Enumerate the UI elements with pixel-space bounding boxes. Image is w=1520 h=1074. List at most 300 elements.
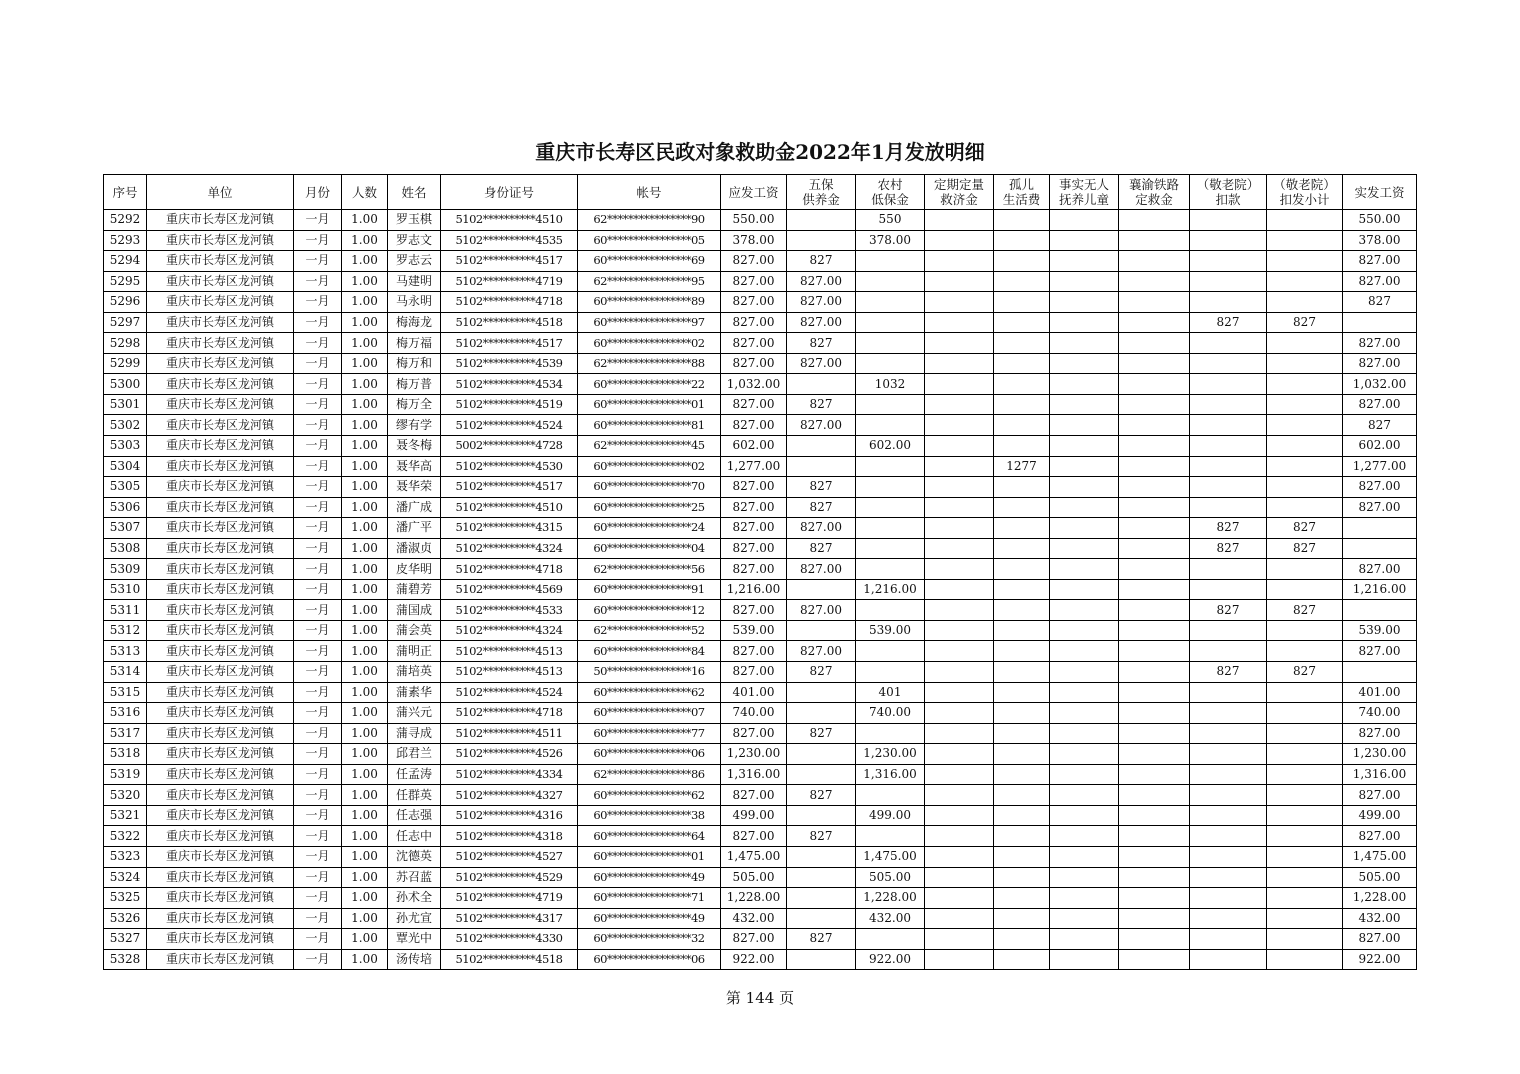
table-cell: 827 — [787, 394, 856, 415]
table-cell — [1050, 703, 1119, 724]
table-cell — [1119, 641, 1190, 662]
table-cell: 一月 — [294, 436, 342, 457]
table-cell — [1119, 805, 1190, 826]
table-cell: 一月 — [294, 477, 342, 498]
table-cell — [856, 538, 925, 559]
table-cell — [1050, 353, 1119, 374]
table-cell: 740.00 — [1343, 703, 1417, 724]
table-cell: 60****************06 — [578, 949, 721, 970]
table-cell: 827.00 — [721, 251, 787, 272]
table-cell: 1.00 — [342, 703, 388, 724]
table-cell: 827.00 — [721, 497, 787, 518]
table-cell — [994, 703, 1050, 724]
table-cell: 539.00 — [856, 620, 925, 641]
table-cell: 重庆市长寿区龙河镇 — [147, 559, 294, 580]
table-cell: 740.00 — [856, 703, 925, 724]
table-cell — [1190, 436, 1267, 457]
table-cell: 1,475.00 — [856, 846, 925, 867]
table-cell — [1050, 682, 1119, 703]
table-cell — [1050, 785, 1119, 806]
table-cell — [994, 477, 1050, 498]
table-cell: 5102**********4534 — [441, 374, 578, 395]
table-cell: 5102**********4517 — [441, 251, 578, 272]
table-cell: 1,475.00 — [721, 846, 787, 867]
table-cell: 1.00 — [342, 333, 388, 354]
table-cell — [1190, 415, 1267, 436]
table-cell — [925, 620, 994, 641]
table-cell — [1190, 949, 1267, 970]
table-cell: 5102**********4524 — [441, 682, 578, 703]
table-cell — [925, 415, 994, 436]
table-cell: 602.00 — [1343, 436, 1417, 457]
table-cell: 重庆市长寿区龙河镇 — [147, 251, 294, 272]
table-cell — [994, 805, 1050, 826]
table-cell — [1050, 394, 1119, 415]
table-row — [104, 271, 1417, 292]
table-cell — [1267, 805, 1343, 826]
table-cell: 5296 — [104, 292, 147, 313]
table-cell: 重庆市长寿区龙河镇 — [147, 518, 294, 539]
table-cell: 皮华明 — [388, 559, 441, 580]
table-cell — [994, 497, 1050, 518]
table-cell: 一月 — [294, 312, 342, 333]
table-cell: 5102**********4539 — [441, 353, 578, 374]
table-cell — [1050, 867, 1119, 888]
table-cell — [1267, 456, 1343, 477]
table-row — [104, 703, 1417, 724]
table-cell: 827.00 — [1343, 641, 1417, 662]
table-cell: 505.00 — [856, 867, 925, 888]
table-cell: 432.00 — [856, 908, 925, 929]
table-cell — [1267, 949, 1343, 970]
table-row — [104, 374, 1417, 395]
table-cell — [856, 333, 925, 354]
table-cell: 827 — [1190, 662, 1267, 683]
table-cell — [1343, 538, 1417, 559]
table-cell — [1267, 703, 1343, 724]
table-cell — [856, 929, 925, 950]
table-cell: 922.00 — [1343, 949, 1417, 970]
table-cell — [1119, 846, 1190, 867]
table-cell: 1,216.00 — [1343, 579, 1417, 600]
table-row — [104, 908, 1417, 929]
table-cell: 62****************90 — [578, 210, 721, 231]
table-row — [104, 559, 1417, 580]
table-cell: 60****************25 — [578, 497, 721, 518]
table-row — [104, 497, 1417, 518]
table-cell: 1.00 — [342, 353, 388, 374]
table-cell: 重庆市长寿区龙河镇 — [147, 538, 294, 559]
table-cell: 重庆市长寿区龙河镇 — [147, 641, 294, 662]
table-cell: 一月 — [294, 929, 342, 950]
table-cell: 827.00 — [721, 826, 787, 847]
table-cell: 1.00 — [342, 394, 388, 415]
table-cell: 5102**********4529 — [441, 867, 578, 888]
table-cell: 一月 — [294, 723, 342, 744]
table-cell — [994, 949, 1050, 970]
table-cell: 1,475.00 — [1343, 846, 1417, 867]
table-cell: 5102**********4719 — [441, 888, 578, 909]
table-cell: 1.00 — [342, 579, 388, 600]
table-cell — [1267, 682, 1343, 703]
table-cell: 5102**********4510 — [441, 497, 578, 518]
table-cell: 1.00 — [342, 826, 388, 847]
table-cell: 5102**********4524 — [441, 415, 578, 436]
table-cell: 827 — [787, 723, 856, 744]
table-cell — [1119, 559, 1190, 580]
table-cell — [787, 210, 856, 231]
table-row — [104, 744, 1417, 765]
table-cell: 827.00 — [1343, 353, 1417, 374]
table-cell: 378.00 — [721, 230, 787, 251]
column-header: 定期定量 救济金 — [925, 175, 994, 210]
table-cell: 827.00 — [721, 518, 787, 539]
table-cell: 5102**********4327 — [441, 785, 578, 806]
table-row — [104, 620, 1417, 641]
table-cell: 827.00 — [721, 271, 787, 292]
table-cell — [1050, 415, 1119, 436]
table-row — [104, 579, 1417, 600]
table-row — [104, 538, 1417, 559]
table-cell: 499.00 — [856, 805, 925, 826]
table-cell: 827.00 — [721, 415, 787, 436]
table-body — [104, 210, 1417, 970]
table-cell: 5326 — [104, 908, 147, 929]
table-cell — [994, 744, 1050, 765]
table-cell: 重庆市长寿区龙河镇 — [147, 682, 294, 703]
table-cell — [856, 518, 925, 539]
table-cell: 1,228.00 — [1343, 888, 1417, 909]
table-cell — [1190, 908, 1267, 929]
table-cell — [1119, 477, 1190, 498]
table-cell: 重庆市长寿区龙河镇 — [147, 600, 294, 621]
table-cell: 1.00 — [342, 518, 388, 539]
table-cell — [1267, 846, 1343, 867]
table-cell — [1119, 333, 1190, 354]
column-header: （敬老院） 扣款 — [1190, 175, 1267, 210]
table-cell — [1050, 230, 1119, 251]
table-cell — [925, 353, 994, 374]
table-cell — [1119, 764, 1190, 785]
table-cell: 重庆市长寿区龙河镇 — [147, 888, 294, 909]
table-cell: 5303 — [104, 436, 147, 457]
table-cell: 827 — [787, 251, 856, 272]
table-cell — [925, 312, 994, 333]
table-cell: 1.00 — [342, 641, 388, 662]
table-cell: 罗志文 — [388, 230, 441, 251]
table-cell: 任孟涛 — [388, 764, 441, 785]
table-cell — [925, 559, 994, 580]
table-cell — [925, 785, 994, 806]
table-cell: 蒲素华 — [388, 682, 441, 703]
table-cell: 一月 — [294, 764, 342, 785]
table-cell — [1343, 600, 1417, 621]
table-cell — [1050, 538, 1119, 559]
table-cell — [1050, 662, 1119, 683]
table-cell — [994, 908, 1050, 929]
table-cell: 重庆市长寿区龙河镇 — [147, 415, 294, 436]
table-cell — [1190, 620, 1267, 641]
table-cell: 1.00 — [342, 723, 388, 744]
table-cell — [1050, 949, 1119, 970]
table-cell: 827.00 — [721, 394, 787, 415]
table-cell — [925, 682, 994, 703]
table-cell — [925, 662, 994, 683]
table-cell — [1190, 333, 1267, 354]
table-cell — [856, 477, 925, 498]
table-row — [104, 415, 1417, 436]
table-cell — [1190, 579, 1267, 600]
table-cell: 1.00 — [342, 271, 388, 292]
table-cell — [787, 764, 856, 785]
table-cell: 重庆市长寿区龙河镇 — [147, 477, 294, 498]
table-cell: 5325 — [104, 888, 147, 909]
table-cell — [925, 210, 994, 231]
table-cell — [1119, 929, 1190, 950]
table-cell: 827 — [787, 333, 856, 354]
table-cell: 5312 — [104, 620, 147, 641]
table-cell: 827.00 — [721, 333, 787, 354]
table-cell: 汤传培 — [388, 949, 441, 970]
table-cell: 重庆市长寿区龙河镇 — [147, 867, 294, 888]
column-header: 身份证号 — [441, 175, 578, 210]
table-cell: 孙术全 — [388, 888, 441, 909]
table-cell: 一月 — [294, 888, 342, 909]
table-cell — [1267, 230, 1343, 251]
table-cell: 重庆市长寿区龙河镇 — [147, 456, 294, 477]
table-cell: 60****************49 — [578, 867, 721, 888]
table-cell: 1,032.00 — [721, 374, 787, 395]
table-cell: 5304 — [104, 456, 147, 477]
table-cell: 827.00 — [721, 477, 787, 498]
table-cell — [1190, 353, 1267, 374]
table-cell: 蒲碧芳 — [388, 579, 441, 600]
table-cell: 蒲明正 — [388, 641, 441, 662]
table-cell — [1119, 888, 1190, 909]
table-cell — [994, 333, 1050, 354]
table-cell — [925, 764, 994, 785]
table-cell — [1050, 559, 1119, 580]
table-cell: 62****************52 — [578, 620, 721, 641]
table-cell: 1.00 — [342, 251, 388, 272]
table-cell — [1050, 764, 1119, 785]
table-cell: 827.00 — [721, 929, 787, 950]
table-row — [104, 333, 1417, 354]
table-cell — [925, 641, 994, 662]
table-cell: 505.00 — [721, 867, 787, 888]
table-cell — [1119, 723, 1190, 744]
column-header: 帐号 — [578, 175, 721, 210]
table-cell — [1343, 662, 1417, 683]
table-cell: 602.00 — [721, 436, 787, 457]
table-cell: 827.00 — [721, 312, 787, 333]
column-header: 襄渝铁路 定救金 — [1119, 175, 1190, 210]
column-header: 序号 — [104, 175, 147, 210]
table-cell — [1119, 579, 1190, 600]
table-cell: 827 — [787, 929, 856, 950]
table-cell: 827 — [1267, 538, 1343, 559]
table-cell — [1050, 641, 1119, 662]
table-cell: 827 — [787, 497, 856, 518]
table-cell — [1267, 477, 1343, 498]
table-cell: 5315 — [104, 682, 147, 703]
table-cell: 5102**********4533 — [441, 600, 578, 621]
table-cell: 1.00 — [342, 456, 388, 477]
table-cell — [856, 415, 925, 436]
table-cell — [1119, 826, 1190, 847]
table-row — [104, 949, 1417, 970]
table-cell: 550.00 — [721, 210, 787, 231]
table-cell: 重庆市长寿区龙河镇 — [147, 579, 294, 600]
table-cell: 5327 — [104, 929, 147, 950]
table-cell: 1.00 — [342, 374, 388, 395]
column-header: 月份 — [294, 175, 342, 210]
table-cell: 重庆市长寿区龙河镇 — [147, 620, 294, 641]
table-cell: 401 — [856, 682, 925, 703]
table-cell: 827.00 — [721, 641, 787, 662]
table-cell — [925, 867, 994, 888]
table-cell: 539.00 — [721, 620, 787, 641]
table-row — [104, 251, 1417, 272]
table-cell — [1050, 579, 1119, 600]
table-cell: 827.00 — [721, 662, 787, 683]
table-row — [104, 764, 1417, 785]
table-cell: 827.00 — [721, 785, 787, 806]
table-cell — [1267, 210, 1343, 231]
table-cell — [925, 888, 994, 909]
table-cell: 5102**********4330 — [441, 929, 578, 950]
table-cell: 1.00 — [342, 210, 388, 231]
table-cell: 827.00 — [1343, 394, 1417, 415]
table-cell — [994, 518, 1050, 539]
table-cell: 5310 — [104, 579, 147, 600]
table-row — [104, 518, 1417, 539]
table-cell — [1119, 538, 1190, 559]
table-cell — [1119, 312, 1190, 333]
table-cell: 一月 — [294, 744, 342, 765]
table-cell — [787, 703, 856, 724]
table-row — [104, 312, 1417, 333]
table-cell: 5316 — [104, 703, 147, 724]
table-cell: 922.00 — [721, 949, 787, 970]
table-cell: 梅海龙 — [388, 312, 441, 333]
table-cell: 1032 — [856, 374, 925, 395]
table-cell: 1.00 — [342, 415, 388, 436]
table-cell: 一月 — [294, 846, 342, 867]
table-cell — [787, 744, 856, 765]
table-cell: 60****************38 — [578, 805, 721, 826]
table-cell — [787, 456, 856, 477]
table-cell — [1267, 929, 1343, 950]
table-cell — [925, 518, 994, 539]
table-cell — [1267, 292, 1343, 313]
table-cell: 5317 — [104, 723, 147, 744]
table-cell — [994, 579, 1050, 600]
table-cell: 827.00 — [721, 292, 787, 313]
table-cell: 5102**********4324 — [441, 538, 578, 559]
table-cell: 827 — [1190, 600, 1267, 621]
table-cell: 5102**********4718 — [441, 292, 578, 313]
table-cell: 5102**********4318 — [441, 826, 578, 847]
table-cell — [1190, 785, 1267, 806]
table-cell — [925, 929, 994, 950]
table-row — [104, 682, 1417, 703]
table-row — [104, 888, 1417, 909]
table-cell: 60****************89 — [578, 292, 721, 313]
table-cell: 5324 — [104, 867, 147, 888]
table-cell — [925, 271, 994, 292]
table-cell: 1.00 — [342, 600, 388, 621]
table-cell: 5319 — [104, 764, 147, 785]
table-cell — [994, 929, 1050, 950]
table-cell — [1119, 744, 1190, 765]
table-cell — [1267, 374, 1343, 395]
table-cell: 1.00 — [342, 744, 388, 765]
table-cell — [1119, 497, 1190, 518]
table-cell — [925, 456, 994, 477]
table-cell — [925, 908, 994, 929]
column-header: 单位 — [147, 175, 294, 210]
table-cell — [787, 230, 856, 251]
table-cell — [1190, 929, 1267, 950]
table-cell: 827.00 — [1343, 333, 1417, 354]
table-cell: 1.00 — [342, 230, 388, 251]
table-cell — [1119, 600, 1190, 621]
table-cell — [1050, 518, 1119, 539]
table-cell — [925, 744, 994, 765]
table-cell — [1050, 292, 1119, 313]
table-cell — [1267, 415, 1343, 436]
table-cell: 一月 — [294, 518, 342, 539]
table-cell: 827 — [1267, 312, 1343, 333]
table-cell: 60****************04 — [578, 538, 721, 559]
table-cell — [1119, 662, 1190, 683]
table-cell: 任群英 — [388, 785, 441, 806]
column-header: 农村 低保金 — [856, 175, 925, 210]
table-cell: 重庆市长寿区龙河镇 — [147, 210, 294, 231]
table-cell: 潘广平 — [388, 518, 441, 539]
table-cell — [1050, 497, 1119, 518]
table-cell: 827 — [1343, 415, 1417, 436]
table-row — [104, 826, 1417, 847]
table-cell: 一月 — [294, 559, 342, 580]
table-cell: 5102**********4324 — [441, 620, 578, 641]
table-cell: 827.00 — [787, 641, 856, 662]
table-cell — [994, 436, 1050, 457]
table-cell: 60****************69 — [578, 251, 721, 272]
table-cell: 5308 — [104, 538, 147, 559]
table-cell — [1190, 292, 1267, 313]
table-cell — [1190, 497, 1267, 518]
table-cell — [1050, 600, 1119, 621]
table-cell: 1.00 — [342, 888, 388, 909]
table-cell: 一月 — [294, 600, 342, 621]
table-row — [104, 436, 1417, 457]
table-cell: 任志中 — [388, 826, 441, 847]
table-cell: 62****************95 — [578, 271, 721, 292]
table-cell: 1,277.00 — [721, 456, 787, 477]
table-cell: 1.00 — [342, 538, 388, 559]
table-cell — [1190, 251, 1267, 272]
table-cell: 378.00 — [856, 230, 925, 251]
table-cell — [994, 374, 1050, 395]
table-cell: 一月 — [294, 230, 342, 251]
table-cell — [1050, 929, 1119, 950]
table-cell: 5297 — [104, 312, 147, 333]
table-cell — [1119, 949, 1190, 970]
table-cell — [787, 436, 856, 457]
table-cell — [787, 846, 856, 867]
